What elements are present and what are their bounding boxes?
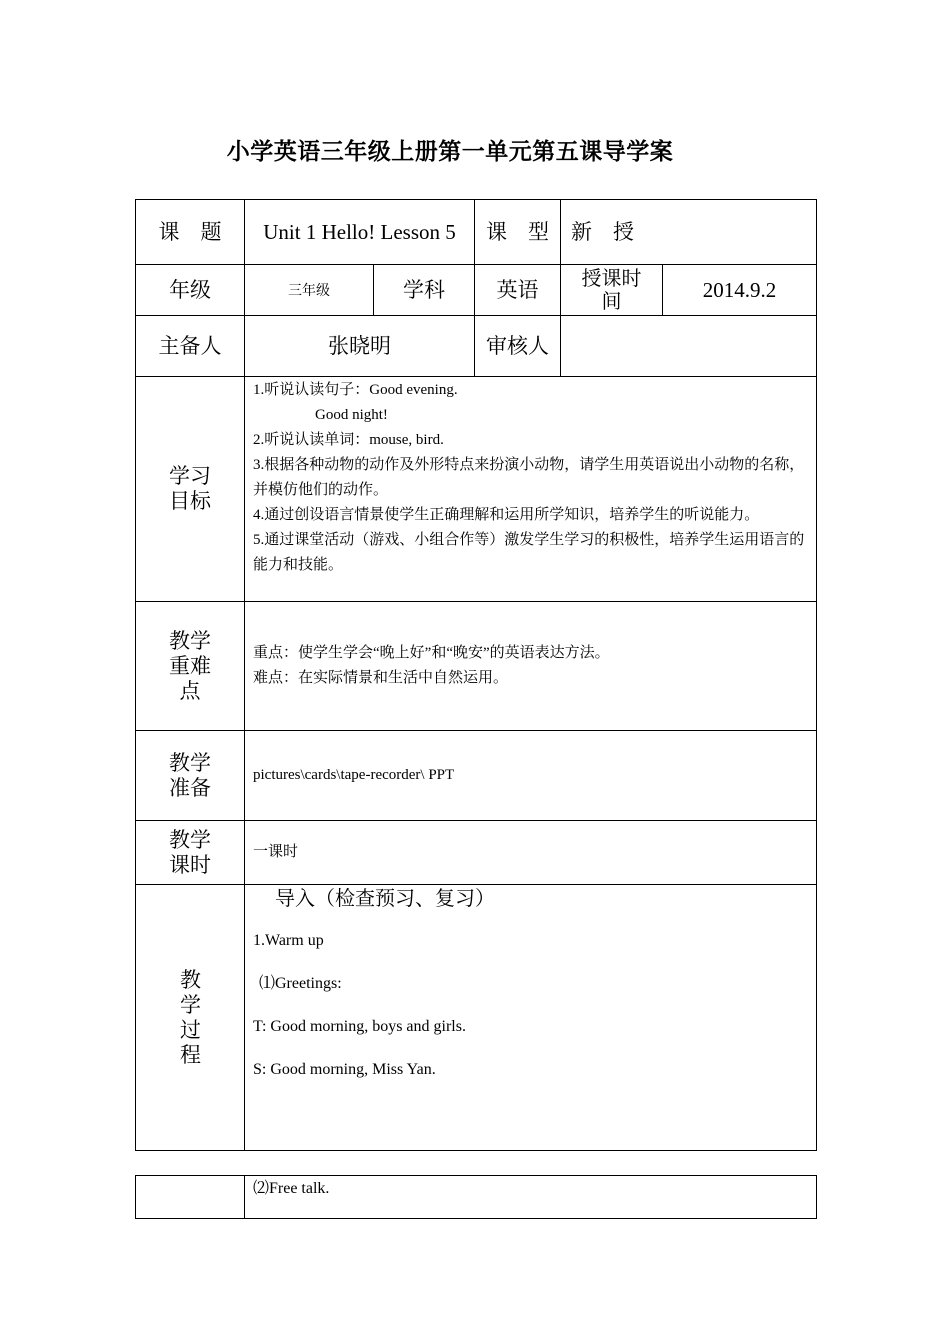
- preparation-label: 教学准备: [136, 731, 245, 821]
- process-line: S: Good morning, Miss Yan.: [253, 1061, 436, 1078]
- preparation-value: pictures\cards\tape-recorder\ PPT: [245, 731, 817, 821]
- continuation-content: [245, 1176, 817, 1219]
- key-points-label: 教学重难点: [136, 602, 245, 731]
- preparer-value: 张晓明: [245, 316, 475, 377]
- process-label: 教学过程: [136, 885, 245, 1151]
- objective-line: 4.通过创设语言情景使学生正确理解和运用所学知识，培养学生的听说能力。: [253, 507, 760, 523]
- objective-line: 2.听说认读单词：mouse, bird.: [253, 432, 444, 448]
- process-line: ⑴Greetings:: [259, 975, 342, 992]
- continuation-label-cell: [136, 1176, 245, 1219]
- lesson-plan-table: [135, 199, 817, 1151]
- difficult-point-line: 难点：在实际情景和生活中自然运用。: [253, 670, 509, 686]
- time-value: 2014.9.2: [663, 265, 817, 316]
- row-key-points: [136, 602, 817, 731]
- time-label: 授课时间: [561, 265, 663, 316]
- preparer-label: 主备人: [136, 316, 245, 377]
- type-value: 新 授: [561, 200, 817, 265]
- row-objectives: [136, 377, 817, 602]
- objective-line: Good night!: [315, 407, 388, 423]
- type-label: 课 型: [475, 200, 561, 265]
- process-content: [245, 885, 817, 1151]
- reviewer-value: [561, 316, 817, 377]
- process-line: T: Good morning, boys and girls.: [253, 1018, 466, 1035]
- process-line: 1.Warm up: [253, 932, 324, 949]
- row-preparer: [136, 316, 817, 377]
- periods-value: 一课时: [245, 821, 817, 885]
- row-periods: [136, 821, 817, 885]
- reviewer-label: 审核人: [475, 316, 561, 377]
- topic-label: 课 题: [136, 200, 245, 265]
- row-process: [136, 885, 817, 1151]
- row-preparation: [136, 731, 817, 821]
- key-point-line: 重点：使学生学会“晚上好”和“晚安”的英语表达方法。: [253, 645, 610, 661]
- continuation-table: [135, 1175, 817, 1219]
- subject-value: 英语: [475, 265, 561, 316]
- grade-label: 年级: [136, 265, 245, 316]
- grade-value: 三年级: [245, 265, 374, 316]
- objective-line: 1.听说认读句子：Good evening.: [253, 382, 458, 398]
- row-topic: [136, 200, 817, 265]
- objectives-label: 学习目标: [136, 377, 245, 602]
- objective-line: 3.根据各种动物的动作及外形特点来扮演小动物，请学生用英语说出小动物的名称，并模仿他们的动作。: [253, 457, 805, 498]
- process-heading: 导入（检查预习、复习）: [275, 886, 495, 910]
- row-grade: [136, 265, 817, 316]
- objectives-content: [245, 377, 817, 602]
- topic-value: Unit 1 Hello! Lesson 5: [245, 200, 475, 265]
- periods-label: 教学课时: [136, 821, 245, 885]
- row-continuation: [136, 1176, 817, 1219]
- objective-line: 5.通过课堂活动（游戏、小组合作等）激发学生学习的积极性，培养学生运用语言的能力和技能。: [253, 532, 805, 573]
- document-title: 小学英语三年级上册第一单元第五课导学案: [226, 139, 674, 165]
- process-line: ⑵Free talk.: [253, 1180, 330, 1197]
- subject-label: 学科: [374, 265, 475, 316]
- key-points-content: [245, 602, 817, 731]
